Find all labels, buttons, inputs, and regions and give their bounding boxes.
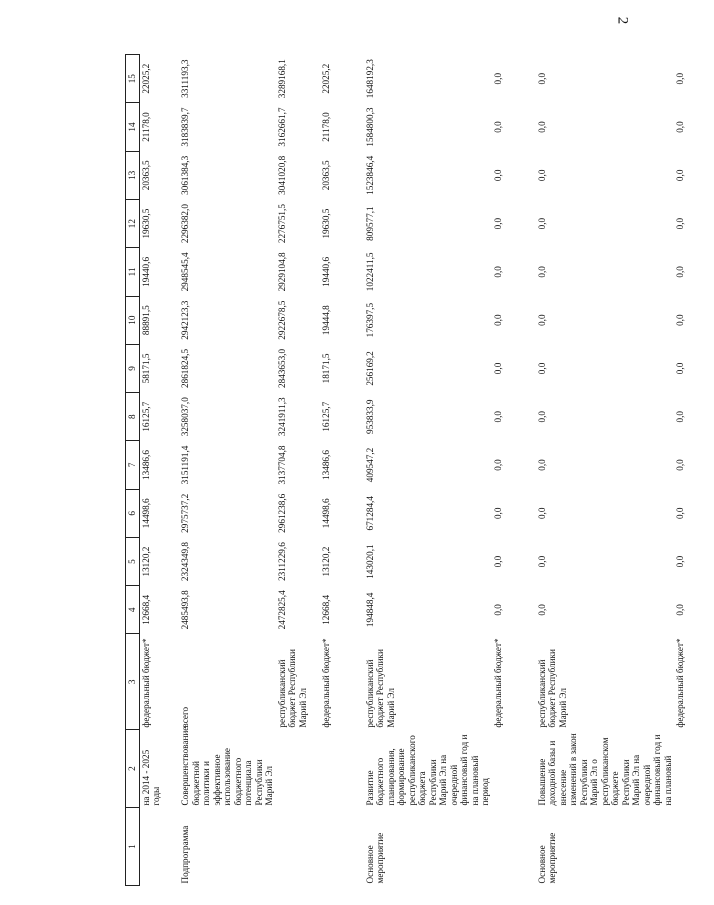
value-cell: 2472825,4 [276,590,287,630]
value-cell: 22025,2 [320,63,331,94]
value-cell: 0,0 [536,507,547,520]
value-cell: 0,0 [675,604,685,616]
value-cell: 409547,2 [364,447,375,483]
funding-source-cell: республиканский бюджет Республики Марий Эл [536,649,568,728]
table-row [179,55,276,886]
value-cell: 12668,4 [140,594,151,625]
value-cell: 0,0 [492,555,503,568]
funding-source-cell: республиканский бюджет Республики Марий Эл [276,649,308,728]
value-cell: 176397,5 [364,302,375,338]
row-type-cell [674,808,714,886]
value-cell: 14498,6 [140,498,151,529]
value-cell: 3137704,8 [276,445,287,485]
value-cell: 0,0 [492,217,503,230]
row-name-cell: Совершенствование бюджетной политики и эффективное использование бюджетного потенциала Республики Марий Эл [180,726,274,806]
value-cell: 2861824,5 [180,348,190,388]
value-cell: 3183839,7 [180,107,190,147]
value-cell: 2311229,6 [276,542,287,581]
column-header: 10 [126,296,140,344]
value-cell: 0,0 [492,266,503,278]
value-cell: 0,0 [492,459,503,471]
value-cell: 0,0 [675,121,685,133]
value-cell: 19444,8 [320,305,331,336]
value-cell: 0,0 [492,362,503,375]
table-row [276,55,320,886]
value-cell: 1523846,4 [364,155,375,195]
value-cell: 2961238,6 [276,493,287,533]
value-cell: 0,0 [536,72,547,85]
value-cell: 194848,4 [364,592,375,628]
value-cell: 21178,0 [320,112,331,142]
row-name-cell [320,730,364,808]
funding-source-cell: всего [180,706,190,728]
value-cell: 0,0 [536,410,547,423]
value-cell: 0,0 [675,459,685,471]
row-name-cell: Развитие бюджетного планирования, формирование республиканского бюджета Республики Марий Эл на очередной финансовый год и на плановый период [364,734,490,806]
value-cell: 3311193,3 [180,59,190,98]
value-cell: 0,0 [675,555,685,568]
column-header: 2 [126,730,140,808]
column-header: 9 [126,344,140,392]
value-cell: 0,0 [536,169,547,182]
value-cell: 19630,5 [140,208,151,239]
column-header: 7 [126,441,140,489]
value-cell: 1648192,3 [364,59,375,99]
value-cell: 3162661,7 [276,107,287,147]
value-cell: 13120,2 [140,546,151,577]
value-cell: 2485493,8 [180,590,190,630]
row-type-cell [492,808,536,886]
value-cell: 2975737,2 [180,493,190,533]
budget-table [125,54,714,886]
table-row [674,55,714,886]
value-cell: 2948545,4 [180,252,190,292]
value-cell: 0,0 [536,121,547,133]
value-cell: 0,0 [675,410,685,423]
column-header: 5 [126,537,140,585]
table-row [492,55,536,886]
value-cell: 0,0 [536,362,547,375]
column-header: 4 [126,586,140,634]
value-cell: 3041020,8 [276,155,287,195]
row-type-cell [139,808,179,886]
row-type-cell: Основное мероприятие [364,832,385,884]
row-type-cell: Подпрограмма [180,825,190,884]
page-number: 2 [614,16,631,25]
value-cell: 0,0 [492,314,503,326]
column-header: 8 [126,393,140,441]
rotated-page [125,54,685,886]
column-header: 12 [126,199,140,247]
value-cell: 19440,6 [320,256,331,287]
column-header: 14 [126,103,140,151]
value-cell: 14498,6 [320,498,331,529]
table-row [139,55,179,886]
value-cell: 88891,5 [140,305,151,336]
column-header: 13 [126,151,140,199]
value-cell: 3151191,4 [180,445,190,485]
value-cell: 3241911,3 [276,397,287,437]
value-cell: 0,0 [675,314,685,326]
table-row [364,55,492,886]
value-cell: 0,0 [675,217,685,230]
value-cell: 16125,7 [320,401,331,432]
value-cell: 20363,5 [140,160,151,191]
value-cell: 0,0 [492,121,503,133]
value-cell: 13486,6 [140,450,151,480]
value-cell: 0,0 [492,604,503,616]
value-cell: 143020,1 [364,544,375,579]
value-cell: 0,0 [675,507,685,520]
value-cell: 22025,2 [140,63,151,94]
row-name-cell: Повышение доходной базы и внесение изменений в закон Республики Марий Эл о республиканском бюджете Республики Марий Эл на очередной финансовый год и на плановый [536,733,673,806]
funding-source-cell: федеральный бюджет* [492,638,503,728]
value-cell: 671284,4 [364,496,375,531]
value-cell: 2296382,0 [180,204,190,244]
value-cell: 19440,6 [140,256,151,287]
funding-source-cell: федеральный бюджет* [140,638,151,728]
value-cell: 0,0 [536,604,547,616]
value-cell: 2929104,8 [276,252,287,292]
funding-source-cell: федеральный бюджет* [320,638,331,728]
value-cell: 0,0 [536,555,547,568]
table-row [320,55,364,886]
row-name-cell [276,730,320,808]
value-cell: 0,0 [675,72,685,85]
value-cell: 3289168,1 [276,59,287,99]
value-cell: 13486,6 [320,450,331,480]
row-name-cell [492,730,536,808]
value-cell: 0,0 [675,266,685,278]
value-cell: 12668,4 [320,594,331,625]
value-cell: 953833,9 [364,399,375,434]
value-cell: 13120,2 [320,546,331,577]
value-cell: 58171,5 [140,353,151,384]
value-cell: 2942123,3 [180,300,190,340]
column-header: 1 [126,808,140,886]
value-cell: 0,0 [536,459,547,471]
row-type-cell: Основное мероприятие [536,832,557,884]
value-cell: 0,0 [536,314,547,326]
value-cell: 0,0 [536,266,547,278]
value-cell: 809577,1 [364,206,375,241]
value-cell: 1584800,3 [364,107,375,147]
table-row [536,55,675,886]
value-cell: 0,0 [536,217,547,230]
value-cell: 3258037,0 [180,397,190,437]
funding-source-cell: республиканский бюджет Республики Марий Эл [364,649,396,728]
row-type-cell [320,808,364,886]
row-name-cell: на 2014 - 2025 годы [140,749,161,806]
value-cell: 0,0 [492,507,503,520]
value-cell: 0,0 [675,169,685,182]
value-cell: 18171,5 [320,353,331,384]
column-header: 6 [126,489,140,537]
value-cell: 2276751,5 [276,204,287,244]
row-type-cell [276,808,320,886]
value-cell: 0,0 [492,410,503,423]
header-row [126,55,140,886]
value-cell: 21178,0 [140,112,151,142]
value-cell: 0,0 [675,362,685,375]
funding-source-cell: федеральный бюджет* [675,638,685,728]
value-cell: 3061384,3 [180,155,190,195]
row-name-cell [674,730,714,808]
value-cell: 2922678,5 [276,300,287,340]
column-header: 3 [126,634,140,730]
value-cell: 0,0 [492,169,503,182]
value-cell: 2324349,8 [180,542,190,582]
value-cell: 0,0 [492,72,503,85]
value-cell: 20363,5 [320,160,331,191]
value-cell: 19630,5 [320,208,331,239]
column-header: 11 [126,248,140,296]
value-cell: 2843653,0 [276,348,287,388]
value-cell: 256169,2 [364,351,375,386]
column-header: 15 [126,55,140,103]
value-cell: 1022411,5 [364,252,375,292]
value-cell: 16125,7 [140,401,151,432]
